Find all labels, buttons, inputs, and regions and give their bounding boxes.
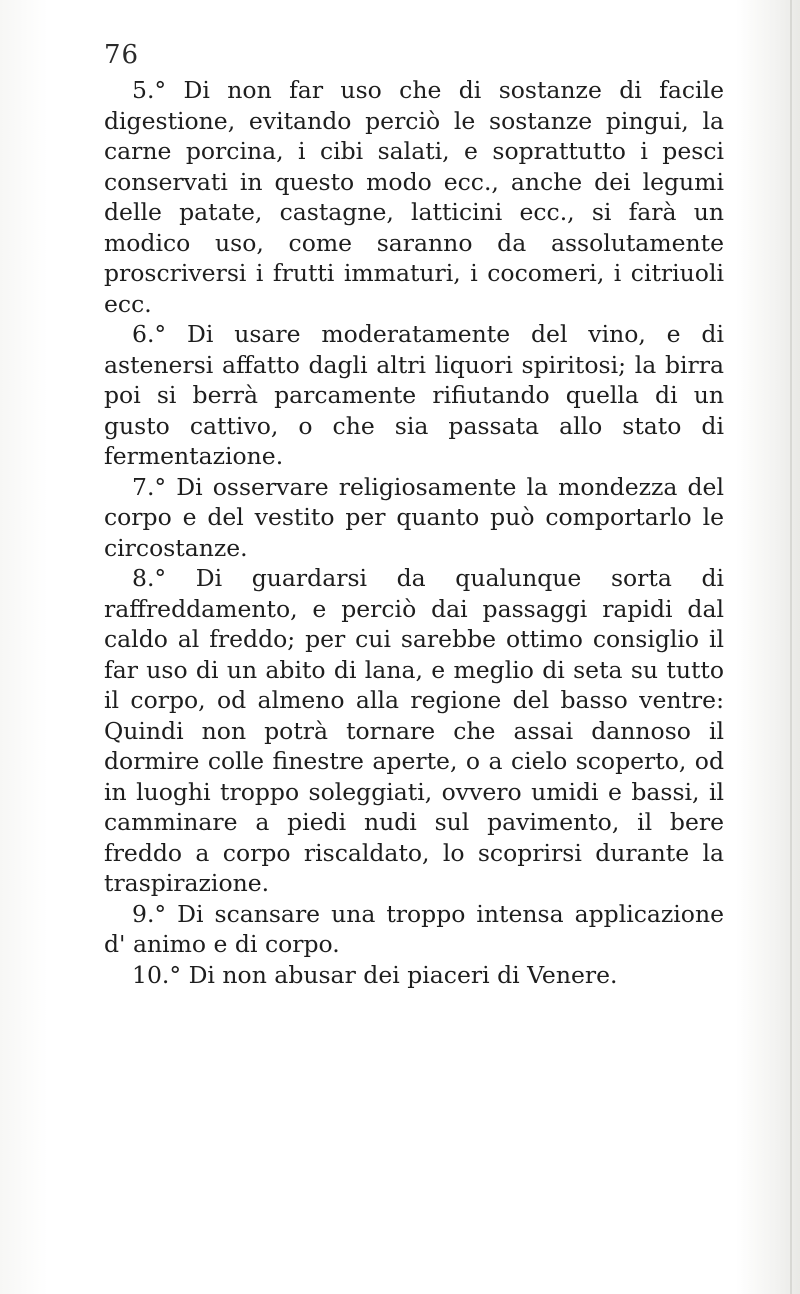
paragraph-9 <box>104 899 724 960</box>
paragraph-number: 7.° <box>132 472 167 501</box>
paragraph-number: 10.° <box>132 960 182 989</box>
paragraph-8 <box>104 563 724 899</box>
paragraph-text: Di non far uso che di sostanze di facile digestione, evitando perciò le sostanze pingui, la carne porcina, i cibi salati, e soprattutto i pesci conservati in questo modo ecc., anche dei legumi delle patate, castagne, latticini ecc., si farà un modico uso, come saranno da assolutamente proscriversi i frutti immaturi, i cocomeri, i citriuoli ecc. <box>104 76 724 318</box>
paragraph-10 <box>104 960 724 991</box>
paragraph-text: Di scansare una troppo intensa applicazione d' animo e di corpo. <box>104 899 724 958</box>
paragraph-text: Di osservare religiosamente la mondezza del corpo e del vestito per quanto può comportarlo le circostanze. <box>104 472 724 562</box>
paragraph-number: 5.° <box>132 76 167 104</box>
paragraph-number: 6.° <box>132 320 167 348</box>
paragraph-number: 8.° <box>132 564 167 592</box>
paragraph-text: Di usare moderatamente del vino, e di astenersi affatto dagli altri liquori spiritosi; la birra poi si berrà parcamente rifiutando quella di un gusto cattivo, o che sia passata allo stato di fermentazione. <box>104 320 724 470</box>
paragraph-6 <box>104 319 724 472</box>
page-edge <box>790 0 792 1294</box>
paragraph-5 <box>104 75 724 319</box>
paragraph-number: 9.° <box>132 899 167 928</box>
paragraph-7 <box>104 472 724 564</box>
page-number: 76 <box>104 40 140 70</box>
paragraph-text: Di non abusar dei piaceri di Venere. <box>181 960 618 989</box>
body-text <box>104 75 724 990</box>
paragraph-text: Di guardarsi da qualunque sorta di raffreddamento, e perciò dai passaggi rapidi dal caldo al freddo; per cui sarebbe ottimo consiglio il far uso di un abito di lana, e meglio di seta su tutto il corpo, od almeno alla regione del basso ventre: Quindi non potrà tornare che assai dannoso il dormire colle finestre aperte, o a cielo scoperto, od in luoghi troppo soleggiati, ovvero umidi e bassi, il camminare a piedi nudi sul pavimento, il bere freddo a corpo riscaldato, lo scoprirsi durante la traspirazione. <box>104 564 724 897</box>
